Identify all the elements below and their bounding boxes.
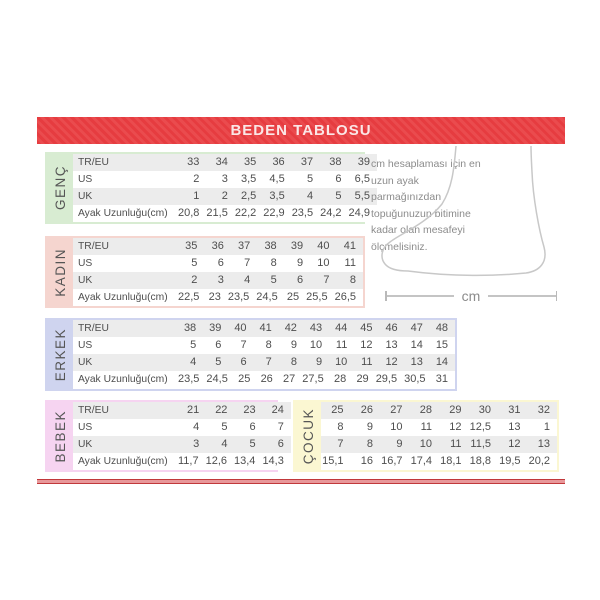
size-cell: 40 [234, 322, 247, 334]
row-label: UK [78, 439, 93, 450]
size-cell: 23,5 [227, 291, 250, 303]
table-row [73, 188, 377, 205]
table-row [73, 354, 455, 371]
size-cell: 5 [249, 438, 256, 450]
size-cell: 6 [215, 339, 222, 351]
size-cell: 27 [390, 404, 403, 416]
size-cell: 5 [270, 274, 277, 286]
section-band [47, 238, 73, 306]
size-cell: 27 [283, 373, 296, 385]
size-cell: 15,1 [322, 455, 344, 467]
size-cell: 8 [349, 274, 356, 286]
size-cell: 16,7 [381, 455, 403, 467]
size-cell: 8 [290, 356, 297, 368]
size-table-kadin [45, 236, 365, 308]
size-table-genc [45, 152, 370, 224]
size-cell: 29 [356, 373, 369, 385]
size-cell: 10 [419, 438, 432, 450]
size-cell: 47 [410, 322, 423, 334]
size-cell: 31 [508, 404, 521, 416]
size-cell: 26,5 [334, 291, 357, 303]
size-cell: 29,5 [375, 373, 398, 385]
size-cell: 40 [317, 240, 330, 252]
table-row [73, 238, 363, 255]
size-cell: 27,5 [302, 373, 324, 385]
size-table [73, 238, 363, 306]
size-cell: 8 [366, 438, 373, 450]
size-cell: 12 [449, 421, 462, 433]
size-cell: 22,2 [234, 207, 257, 219]
cm-unit-label: cm [461, 288, 481, 304]
size-cell: 37 [300, 156, 314, 168]
size-cell: 19,5 [499, 455, 521, 467]
foot-outline-illustration [378, 146, 560, 286]
size-table-cocuk [293, 400, 559, 472]
size-cell: 20,8 [178, 207, 200, 219]
size-cell: 5,5 [354, 190, 370, 202]
section-label: ERKEK [52, 327, 68, 382]
size-cell: 4 [193, 421, 200, 433]
size-cell: 46 [385, 322, 398, 334]
size-cell: 7 [323, 274, 330, 286]
size-cell: 25 [238, 373, 251, 385]
table-row [73, 436, 291, 453]
row-label: US [78, 258, 93, 269]
size-cell: 7 [265, 356, 272, 368]
row-label: US [78, 174, 93, 185]
section-band [47, 154, 73, 222]
table-row [73, 255, 363, 272]
size-cell: 6 [277, 438, 284, 450]
size-cell: 44 [335, 322, 348, 334]
row-label: Ayak Uzunluğu(cm) [78, 456, 168, 467]
table-row [73, 272, 363, 289]
row-label: TR/EU [78, 405, 109, 416]
section-band [295, 402, 321, 470]
size-cell: 10 [309, 339, 323, 351]
size-cell: 29 [449, 404, 462, 416]
size-cell: 12,5 [469, 421, 491, 433]
size-cell: 28 [333, 373, 347, 385]
size-cell: 39 [209, 322, 222, 334]
size-cell: 13 [385, 339, 398, 351]
size-cell: 23 [208, 291, 221, 303]
size-cell: 11 [450, 438, 462, 450]
size-cell: 13,4 [234, 455, 256, 467]
size-cell: 38 [329, 156, 342, 168]
size-cell: 38 [264, 240, 277, 252]
size-cell: 30 [478, 404, 491, 416]
size-cell: 42 [284, 322, 297, 334]
size-table-erkek [45, 318, 457, 391]
size-cell: 22,5 [178, 291, 200, 303]
size-cell: 11 [420, 421, 432, 433]
row-label: Ayak Uzunluğu(cm) [78, 292, 168, 303]
size-cell: 2 [221, 190, 228, 202]
row-label: UK [78, 357, 93, 368]
table-row [73, 205, 377, 222]
section-band [47, 320, 73, 389]
size-cell: 9 [296, 257, 304, 269]
table-row [73, 419, 291, 436]
section-band [47, 402, 73, 470]
measure-line-right [488, 295, 555, 297]
size-cell: 13 [508, 421, 521, 433]
size-cell: 21,5 [206, 207, 228, 219]
size-cell: 8 [270, 257, 277, 269]
row-label: TR/EU [78, 323, 109, 334]
size-cell: 8 [337, 421, 344, 433]
size-cell: 1 [193, 190, 200, 202]
table-row [73, 337, 455, 354]
size-cell: 6 [217, 257, 224, 269]
size-cell: 3 [217, 274, 224, 286]
section-label: ÇOCUK [300, 407, 316, 465]
size-cell: 9 [316, 356, 323, 368]
size-cell: 14 [410, 339, 423, 351]
size-cell: 3,5 [269, 190, 285, 202]
size-cell: 5 [221, 421, 228, 433]
size-cell: 5 [335, 190, 342, 202]
measure-tick-right [556, 291, 558, 301]
section-label: BEBEK [52, 409, 68, 463]
size-cell: 26 [360, 404, 373, 416]
size-cell: 18,1 [440, 455, 462, 467]
size-cell: 4 [306, 190, 314, 202]
size-cell: 5 [215, 356, 222, 368]
bottom-divider [37, 479, 565, 484]
size-cell: 1 [543, 421, 550, 433]
size-cell: 11,5 [470, 438, 491, 450]
size-cell: 28 [419, 404, 432, 416]
size-cell: 5 [306, 173, 314, 185]
cm-measure-line [385, 288, 557, 304]
size-cell: 24,2 [320, 207, 342, 219]
size-cell: 11,7 [178, 455, 199, 467]
size-cell: 11 [361, 356, 373, 368]
size-cell: 9 [366, 421, 373, 433]
row-label: US [78, 340, 93, 351]
size-cell: 10 [335, 356, 348, 368]
table-row [73, 171, 377, 188]
size-cell: 6 [335, 173, 342, 185]
size-table [321, 402, 557, 470]
row-label: UK [78, 191, 93, 202]
size-cell: 7 [277, 421, 284, 433]
size-cell: 25 [286, 291, 300, 303]
size-cell: 24,5 [206, 373, 228, 385]
size-cell: 2,5 [240, 190, 257, 202]
size-cell: 31 [435, 373, 449, 385]
measure-line-left [387, 295, 454, 297]
size-cell: 7 [240, 339, 247, 351]
size-cell: 11 [335, 339, 348, 351]
table-row [321, 419, 557, 436]
row-label: TR/EU [78, 157, 109, 168]
size-cell: 23,5 [291, 207, 314, 219]
page-title: BEDEN TABLOSU [230, 122, 372, 139]
size-cell: 25,5 [306, 291, 328, 303]
size-cell: 12 [360, 339, 373, 351]
size-cell: 9 [290, 339, 297, 351]
size-cell: 4 [221, 438, 228, 450]
size-cell: 41 [259, 322, 272, 334]
size-cell: 6 [249, 421, 256, 433]
table-row [73, 320, 455, 337]
size-cell: 5 [191, 257, 198, 269]
row-label: UK [78, 275, 93, 286]
size-cell: 43 [309, 322, 323, 334]
measurement-note: cm hesaplaması için en uzun ayak parmağınızdan topuğunuzun bitimine kadar olan mesafeyi ölçmelisiniz. [371, 158, 481, 253]
size-cell: 5 [190, 339, 197, 351]
size-cell: 13 [410, 356, 423, 368]
size-cell: 12,6 [205, 455, 228, 467]
size-cell: 3 [221, 173, 228, 185]
section-label: KADIN [52, 247, 68, 297]
size-cell: 14 [435, 356, 449, 368]
size-cell: 4 [190, 356, 197, 368]
header-bar [37, 117, 565, 144]
size-cell: 3 [193, 438, 200, 450]
size-cell: 41 [343, 240, 356, 252]
size-cell: 48 [435, 322, 449, 334]
table-row [73, 453, 291, 470]
row-label: US [78, 422, 93, 433]
size-cell: 45 [360, 322, 373, 334]
size-cell: 36 [211, 240, 224, 252]
size-cell: 23,5 [178, 373, 200, 385]
table-row [321, 453, 557, 470]
size-cell: 32 [537, 404, 550, 416]
size-cell: 3,5 [240, 173, 257, 185]
row-label: Ayak Uzunluğu(cm) [78, 208, 168, 219]
size-cell: 6,5 [354, 173, 370, 185]
size-cell: 20,2 [528, 455, 550, 467]
size-cell: 2 [191, 274, 198, 286]
table-row [73, 289, 363, 306]
size-cell: 10 [390, 421, 403, 433]
size-table [73, 402, 291, 470]
size-cell: 12 [508, 438, 521, 450]
size-cell: 4 [244, 274, 251, 286]
size-cell: 26 [260, 373, 273, 385]
table-row [73, 154, 377, 171]
size-cell: 15 [435, 339, 449, 351]
section-label: GENÇ [52, 165, 68, 211]
size-cell: 6 [240, 356, 247, 368]
size-cell: 37 [238, 240, 251, 252]
size-cell: 22,9 [263, 207, 285, 219]
size-cell: 24,5 [256, 291, 278, 303]
size-cell: 35 [185, 240, 198, 252]
size-cell: 16 [360, 455, 373, 467]
size-cell: 2 [193, 173, 200, 185]
size-cell: 13 [537, 438, 550, 450]
size-cell: 25 [331, 404, 344, 416]
size-cell: 18,8 [469, 455, 491, 467]
size-table [73, 154, 377, 222]
size-cell: 6 [296, 274, 304, 286]
size-table [73, 320, 455, 389]
size-cell: 17,4 [410, 455, 432, 467]
size-cell: 35 [244, 156, 257, 168]
size-cell: 7 [244, 257, 251, 269]
table-row [321, 402, 557, 419]
size-cell: 24 [271, 404, 284, 416]
size-cell: 9 [396, 438, 403, 450]
size-cell: 38 [183, 322, 197, 334]
size-cell: 36 [272, 156, 285, 168]
table-row [73, 402, 291, 419]
size-cell: 39 [290, 240, 304, 252]
size-cell: 21 [186, 404, 200, 416]
size-cell: 14,3 [262, 455, 284, 467]
size-cell: 24,9 [348, 207, 370, 219]
size-cell: 39 [357, 156, 370, 168]
row-label: Ayak Uzunluğu(cm) [78, 374, 168, 385]
table-row [321, 436, 557, 453]
size-cell: 33 [187, 156, 200, 168]
size-cell: 22 [215, 404, 228, 416]
size-cell: 4,5 [269, 173, 285, 185]
size-cell: 10 [317, 257, 330, 269]
size-cell: 12 [385, 356, 398, 368]
row-label: TR/EU [78, 241, 109, 252]
size-table-bebek [45, 400, 284, 472]
size-cell: 23 [243, 404, 256, 416]
size-cell: 7 [337, 438, 344, 450]
size-cell: 8 [265, 339, 272, 351]
size-cell: 34 [215, 156, 228, 168]
table-row [73, 371, 455, 388]
size-cell: 30,5 [404, 373, 426, 385]
size-cell: 11 [344, 257, 356, 269]
